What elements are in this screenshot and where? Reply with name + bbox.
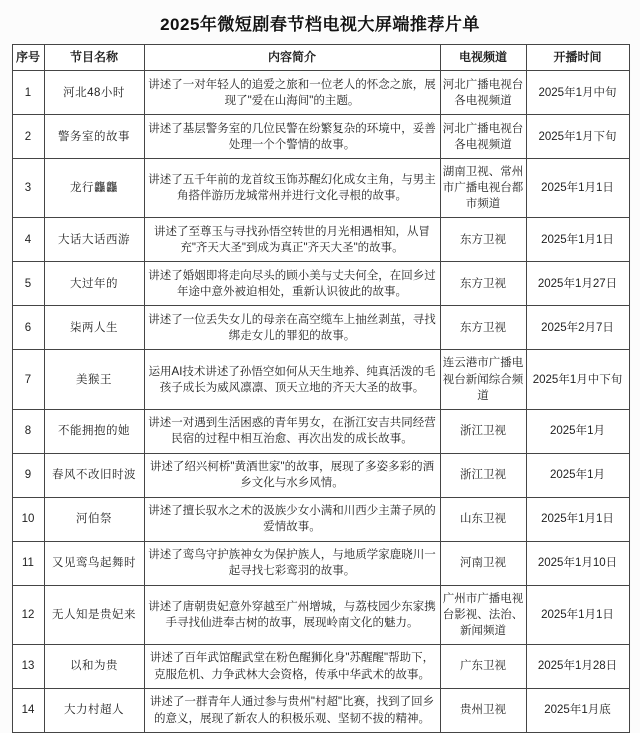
channel-cell: 河北广播电视台各电视频道 xyxy=(440,71,526,115)
row-number-cell: 7 xyxy=(12,350,44,409)
channel-cell: 山东卫视 xyxy=(440,497,526,541)
summary-cell: 讲述了一群青年人通过参与贵州"村超"比赛，找到了回乡的意义，展现了新农人的积极乐观、坚韧不拔的精神。 xyxy=(144,689,440,733)
air-date-cell: 2025年1月28日 xyxy=(526,645,629,689)
channel-cell: 连云港市广播电视台新闻综合频道 xyxy=(440,350,526,409)
air-date-cell: 2025年1月底 xyxy=(526,689,629,733)
summary-cell: 讲述了擅长驭水之术的汲族少女小满和川西少主萧子夙的爱情故事。 xyxy=(144,497,440,541)
header-program-name: 节目名称 xyxy=(44,45,144,71)
air-date-cell: 2025年2月7日 xyxy=(526,306,629,350)
channel-cell: 东方卫视 xyxy=(440,218,526,262)
channel-cell: 浙江卫视 xyxy=(440,453,526,497)
air-date-cell: 2025年1月中下旬 xyxy=(526,350,629,409)
table-row xyxy=(12,262,629,306)
summary-cell: 讲述了基层警务室的几位民警在纷繁复杂的环境中，妥善处理一个个警情的故事。 xyxy=(144,115,440,159)
row-number-cell: 14 xyxy=(12,689,44,733)
summary-cell: 讲述了婚姻即将走向尽头的顾小美与丈夫何全，在回乡过年途中意外被迫相处，重新认识彼此的故事。 xyxy=(144,262,440,306)
row-number-cell: 11 xyxy=(12,541,44,585)
row-number-cell: 13 xyxy=(12,645,44,689)
channel-cell: 贵州卫视 xyxy=(440,689,526,733)
table-row xyxy=(12,645,629,689)
header-air-date: 开播时间 xyxy=(526,45,629,71)
program-name-cell: 大力村超人 xyxy=(44,689,144,733)
row-number-cell: 3 xyxy=(12,159,44,218)
header-serial-number: 序号 xyxy=(12,45,44,71)
row-number-cell: 10 xyxy=(12,497,44,541)
row-number-cell: 8 xyxy=(12,409,44,453)
table-row xyxy=(12,218,629,262)
air-date-cell: 2025年1月10日 xyxy=(526,541,629,585)
program-name-cell: 以和为贵 xyxy=(44,645,144,689)
program-name-cell: 柒两人生 xyxy=(44,306,144,350)
program-name-cell: 大话大话西游 xyxy=(44,218,144,262)
channel-cell: 浙江卫视 xyxy=(440,409,526,453)
table-row xyxy=(12,409,629,453)
program-name-cell: 河北48小时 xyxy=(44,71,144,115)
summary-cell: 讲述了百年武馆醒武堂在粉色醒狮化身"苏醒醒"帮助下，克服危机、力争武林大会资格，传承中华武术的故事。 xyxy=(144,645,440,689)
channel-cell: 东方卫视 xyxy=(440,306,526,350)
air-date-cell: 2025年1月1日 xyxy=(526,159,629,218)
channel-cell: 湖南卫视、常州市广播电视台都市频道 xyxy=(440,159,526,218)
table-row xyxy=(12,115,629,159)
table-row xyxy=(12,350,629,409)
air-date-cell: 2025年1月1日 xyxy=(526,497,629,541)
channel-cell: 河南卫视 xyxy=(440,541,526,585)
row-number-cell: 1 xyxy=(12,71,44,115)
row-number-cell: 2 xyxy=(12,115,44,159)
air-date-cell: 2025年1月1日 xyxy=(526,585,629,644)
row-number-cell: 4 xyxy=(12,218,44,262)
program-name-cell: 美猴王 xyxy=(44,350,144,409)
summary-cell: 讲述了至尊玉与寻找孙悟空转世的月光相遇相知，从冒充"齐天大圣"到成为真正"齐天大圣"的故事。 xyxy=(144,218,440,262)
table-row xyxy=(12,453,629,497)
table-row xyxy=(12,306,629,350)
air-date-cell: 2025年1月下旬 xyxy=(526,115,629,159)
table-row xyxy=(12,71,629,115)
row-number-cell: 5 xyxy=(12,262,44,306)
program-name-cell: 警务室的故事 xyxy=(44,115,144,159)
summary-cell: 讲述一对遇到生活困惑的青年男女，在浙江安吉共同经营民宿的过程中相互治愈、再次出发的成长故事。 xyxy=(144,409,440,453)
recommendation-table xyxy=(12,44,630,733)
channel-cell: 广州市广播电视台影视、法治、新闻频道 xyxy=(440,585,526,644)
air-date-cell: 2025年1月27日 xyxy=(526,262,629,306)
table-row xyxy=(12,159,629,218)
summary-cell: 讲述了绍兴柯桥"黄酒世家"的故事，展现了多姿多彩的酒乡文化与水乡风情。 xyxy=(144,453,440,497)
air-date-cell: 2025年1月 xyxy=(526,409,629,453)
program-name-cell: 大过年的 xyxy=(44,262,144,306)
row-number-cell: 6 xyxy=(12,306,44,350)
program-name-cell: 无人知是贵妃来 xyxy=(44,585,144,644)
header-tv-channel: 电视频道 xyxy=(440,45,526,71)
channel-cell: 广东卫视 xyxy=(440,645,526,689)
summary-cell: 讲述了五千年前的龙首纹玉饰苏醒幻化成女主角，与男主角搭伴游历龙城常州并进行文化寻根的故事。 xyxy=(144,159,440,218)
table-row xyxy=(12,541,629,585)
table-row xyxy=(12,689,629,733)
channel-cell: 河北广播电视台各电视频道 xyxy=(440,115,526,159)
program-name-cell: 又见鸾鸟起舞时 xyxy=(44,541,144,585)
air-date-cell: 2025年1月中旬 xyxy=(526,71,629,115)
summary-cell: 运用AI技术讲述了孙悟空如何从天生地养、纯真活泼的毛孩子成长为威风凛凛、顶天立地的齐天大圣的故事。 xyxy=(144,350,440,409)
page-title: 2025年微短剧春节档电视大屏端推荐片单 xyxy=(160,15,480,34)
program-name-cell: 河伯祭 xyxy=(44,497,144,541)
summary-cell: 讲述了唐朝贵妃意外穿越至广州增城，与荔枝园少东家携手寻找仙进奉古树的故事，展现岭南文化的魅力。 xyxy=(144,585,440,644)
table-row xyxy=(12,497,629,541)
table-row xyxy=(12,585,629,644)
header-content-summary: 内容简介 xyxy=(144,45,440,71)
channel-cell: 东方卫视 xyxy=(440,262,526,306)
recommendation-table-container xyxy=(12,44,629,733)
row-number-cell: 9 xyxy=(12,453,44,497)
program-name-cell: 春风不改旧时波 xyxy=(44,453,144,497)
summary-cell: 讲述了鸾鸟守护族神女为保护族人，与地质学家鹿晓川一起寻找七彩鸾羽的故事。 xyxy=(144,541,440,585)
program-name-cell: 不能拥抱的她 xyxy=(44,409,144,453)
air-date-cell: 2025年1月 xyxy=(526,453,629,497)
header-row xyxy=(12,45,629,71)
program-name-cell: 龙行龘龘 xyxy=(44,159,144,218)
summary-cell: 讲述了一位丢失女儿的母亲在高空缆车上抽丝剥茧，寻找绑走女儿的罪犯的故事。 xyxy=(144,306,440,350)
air-date-cell: 2025年1月1日 xyxy=(526,218,629,262)
row-number-cell: 12 xyxy=(12,585,44,644)
summary-cell: 讲述了一对年轻人的追爱之旅和一位老人的怀念之旅，展现了"爱在山海间"的主题。 xyxy=(144,71,440,115)
